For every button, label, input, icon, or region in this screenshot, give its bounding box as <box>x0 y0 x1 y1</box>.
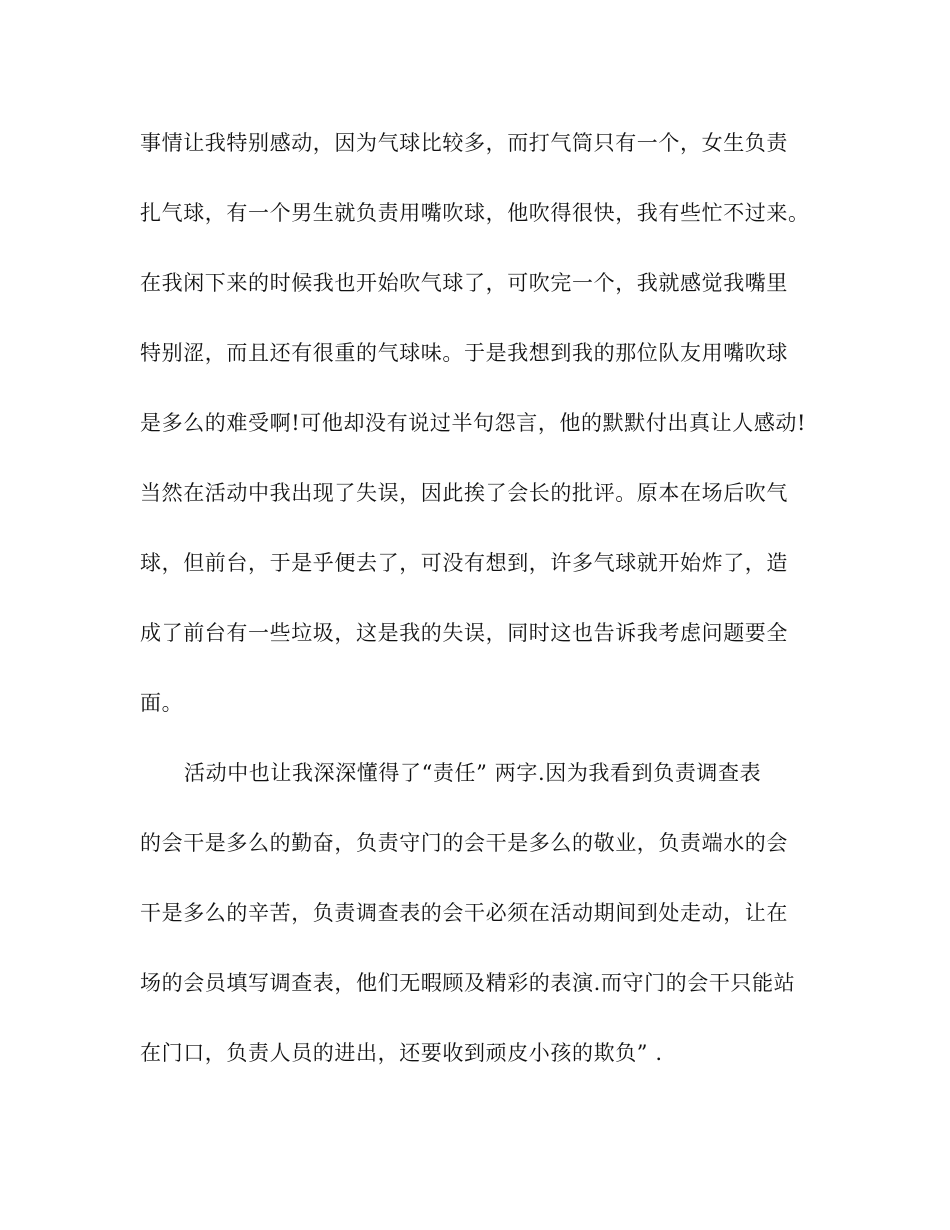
paragraph-line: 活动中也让我深深懂得了“责任” 两字.因为我看到负责调查表 <box>184 761 762 785</box>
paragraph-line: 扎气球，有一个男生就负责用嘴吹球，他吹得很快，我有些忙不过来。 <box>140 201 810 225</box>
paragraph-line: 场的会员填写调查表，他们无暇顾及精彩的表演.而守门的会干只能站 <box>140 971 796 995</box>
paragraph-line: 特别涩，而且还有很重的气球味。于是我想到我的那位队友用嘴吹球 <box>140 341 788 365</box>
paragraph-line: 面。 <box>140 691 184 715</box>
paragraph-line: 成了前台有一些垃圾，这是我的失误，同时这也告诉我考虑问题要全 <box>140 621 788 645</box>
paragraph-line: 球，但前台，于是乎便去了，可没有想到，许多气球就开始炸了，造 <box>140 551 788 575</box>
paragraph-line: 事情让我特别感动，因为气球比较多，而打气筒只有一个，女生负责 <box>140 131 788 155</box>
paragraph-line: 当然在活动中我出现了失误，因此挨了会长的批评。原本在场后吹气 <box>140 481 788 505</box>
paragraph-line: 的会干是多么的勤奋，负责守门的会干是多么的敬业，负责端水的会 <box>140 831 788 855</box>
paragraph-line: 干是多么的辛苦，负责调查表的会干必须在活动期间到处走动，让在 <box>140 901 788 925</box>
paragraph-line: 是多么的难受啊!可他却没有说过半句怨言，他的默默付出真让人感动! <box>140 411 807 435</box>
paragraph-line: 在我闲下来的时候我也开始吹气球了，可吹完一个，我就感觉我嘴里 <box>140 271 788 295</box>
paragraph-line: 在门口，负责人员的进出，还要收到顽皮小孩的欺负” . <box>140 1041 663 1065</box>
